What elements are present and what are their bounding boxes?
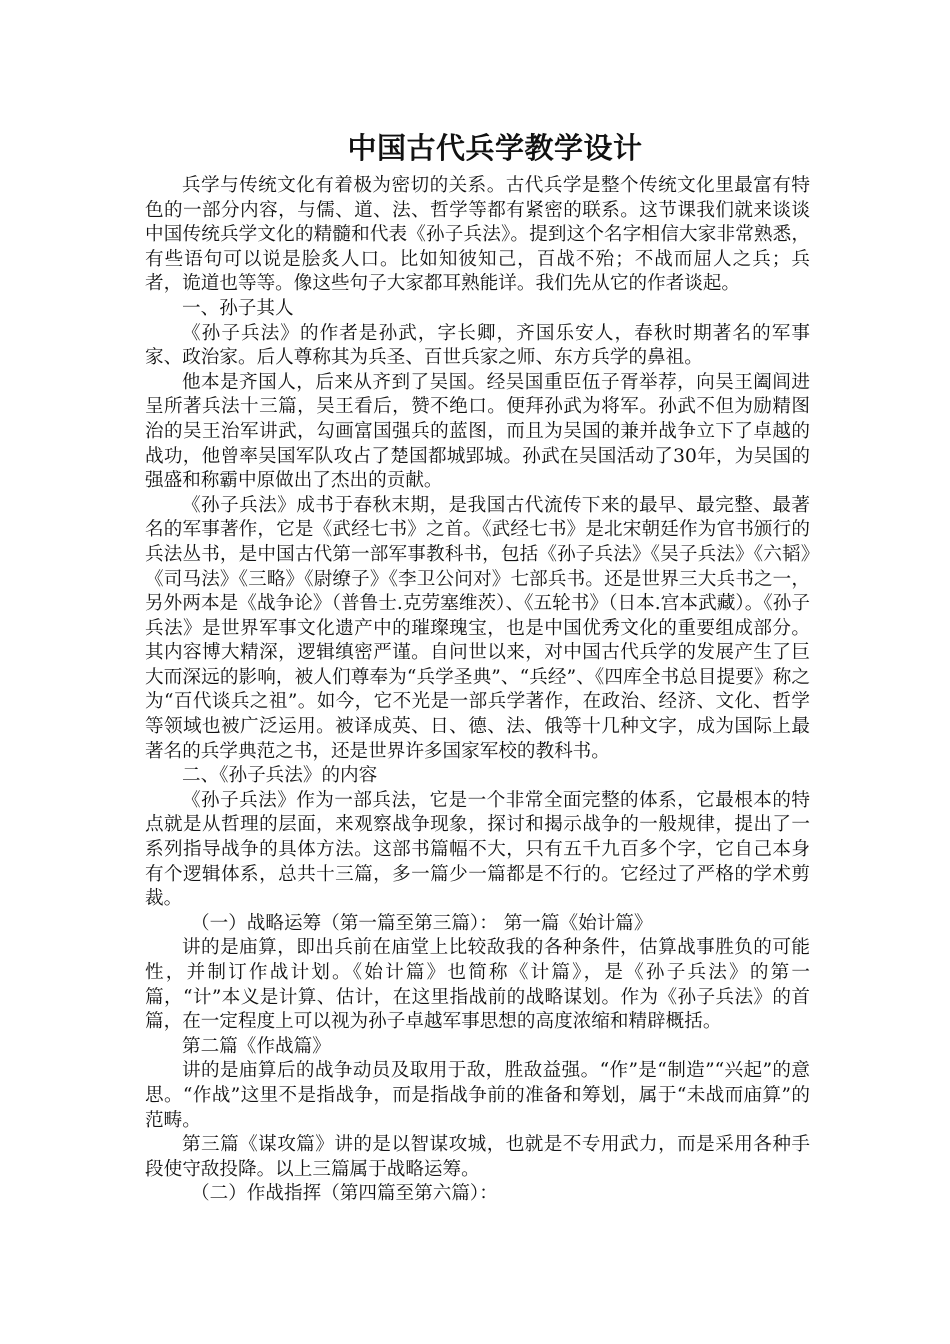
page-title: 中国古代兵学教学设计: [347, 131, 643, 165]
paragraph-chapter-2: 讲的是庙算后的战争动员及取用于敌，胜敌益强。“作”是“制造”“兴起”的意思。“作战”这里不是指战争，而是指战争前的准备和筹划，属于“未战而庙算”的范畴。: [145, 1060, 810, 1131]
paragraph-biography: 他本是齐国人，后来从齐到了吴国。经吴国重臣伍子胥举荐，向吴王阖闾进呈所著兵法十三篇，吴王看后，赞不绝口。便拜孙武为将军。孙武不但为励精图治的吴王治军讲武，勾画富国强兵的蓝图，而且为吴国的兼并战争立下了卓越的战功，他曾率吴国军队攻占了楚国都城郢城。孙武在吴国活动了30年，为吴国的强盛和称霸中原做出了杰出的贡献。: [145, 371, 810, 492]
subsection-heading-command: （二）作战指挥（第四篇至第六篇）：: [191, 1183, 498, 1205]
paragraph-chapter-1: 讲的是庙算，即出兵前在庙堂上比较敌我的各种条件，估算战事胜负的可能性，并制订作战计划。《始计篇》也简称《计篇》，是《孙子兵法》的第一篇，“计”本义是计算、估计，在这里指战前的战略谋划。作为《孙子兵法》的首篇，在一定程度上可以视为孙子卓越军事思想的高度浓缩和精辟概括。: [145, 937, 810, 1033]
section-heading-2: 二、《孙子兵法》的内容: [182, 765, 378, 787]
paragraph-chapter-3: 第三篇《谋攻篇》讲的是以智谋攻城，也就是不专用武力，而是采用各种手段使守敌投降。以上三篇属于战略运筹。: [145, 1134, 810, 1180]
intro-paragraph: 兵学与传统文化有着极为密切的关系。古代兵学是整个传统文化里最富有特色的一部分内容，与儒、道、法、哲学等都有紧密的联系。这节课我们就来谈谈中国传统兵学文化的精髓和代表《孙子兵法》。提到这个名字相信大家非常熟悉，有些语句可以说是脍炙人口。比如知彼知己，百战不殆；不战而屈人之兵；兵者，诡道也等等。像这些句子大家都耳熟能详。我们先从它的作者谈起。: [145, 175, 810, 295]
section-heading-1: 一、孙子其人: [182, 297, 294, 319]
chapter-heading-2: 第二篇《作战篇》: [182, 1035, 331, 1057]
paragraph-author: 《孙子兵法》的作者是孙武，字长卿，齐国乐安人，春秋时期著名的军事家、政治家。后人尊称其为兵圣、百世兵家之师、东方兵学的鼻祖。: [145, 322, 810, 369]
paragraph-book-history: 《孙子兵法》成书于春秋末期，是我国古代流传下来的最早、最完整、最著名的军事著作，它是《武经七书》之首。《武经七书》是北宋朝廷作为官书颁行的兵法丛书，是中国古代第一部军事教科书，包括《孙子兵法》《吴子兵法》《六韬》《司马法》《三略》《尉缭子》《李卫公问对》七部兵书。还是世界三大兵书之一，另外两本是《战争论》（普鲁士.克劳塞维茨）、《五轮书》（日本.宫本武藏）。《孙子兵法》是世界军事文化遗产中的璀璨瑰宝，也是中国优秀文化的重要组成部分。其内容博大精深，逻辑缜密严谨。自问世以来，对中国古代兵学的发展产生了巨大而深远的影响，被人们尊奉为“兵学圣典”、“兵经”、《四库全书总目提要》称之为“百代谈兵之祖”。如今，它不光是一部兵学著作，在政治、经济、文化、哲学等领域也被广泛运用。被译成英、日、德、法、俄等十几种文字，成为国际上最著名的兵学典范之书，还是世界许多国家军校的教科书。: [145, 494, 810, 762]
subsection-heading-strategy: （一）战略运筹（第一篇至第三篇）： 第一篇《始计篇》: [191, 912, 653, 934]
paragraph-content-overview: 《孙子兵法》作为一部兵法，它是一个非常全面完整的体系，它最根本的特点就是从哲理的层面，来观察战争现象，探讨和揭示战争的一般规律，提出了一系列指导战争的具体方法。这部书篇幅不大，只有五千九百多个字，它自己本身有个逻辑体系，总共十三篇，多一篇少一篇都是不行的。它经过了严格的学术剪裁。: [145, 789, 810, 910]
document-body: [145, 174, 810, 1207]
